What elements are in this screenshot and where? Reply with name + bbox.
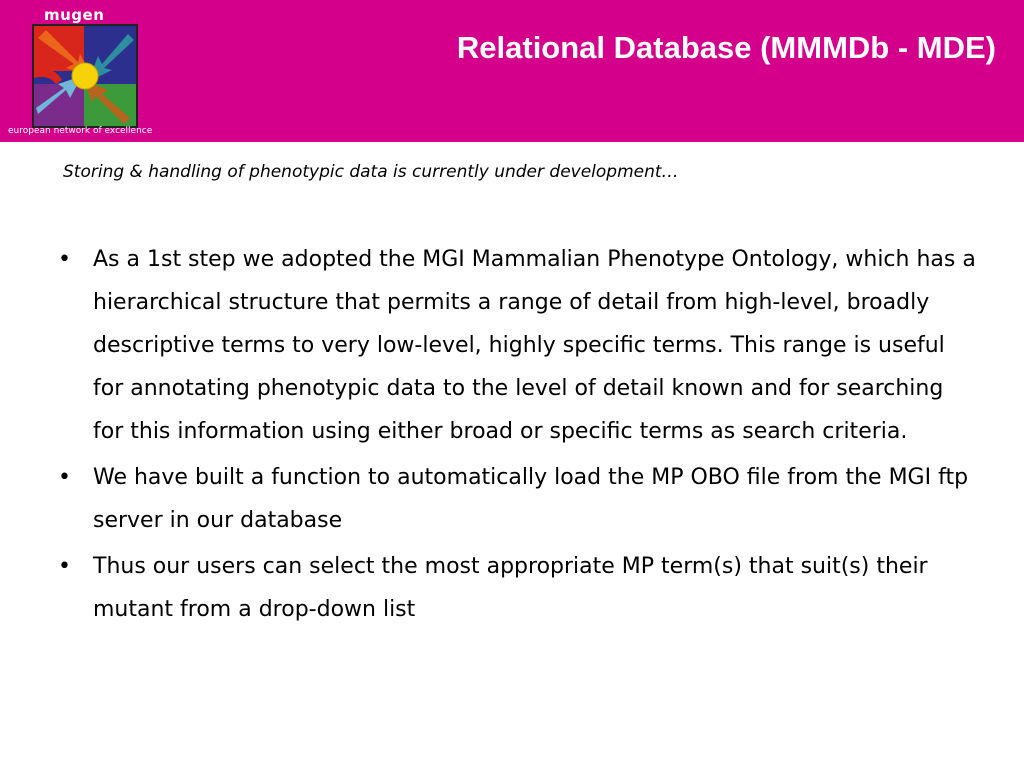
bullet-text: As a 1st step we adopted the MGI Mammalian Phenotype Ontology, which has a hierarchical structure that permits a range of detail from high-level, broadly descriptive terms to very low-level, highly specific terms. This range is useful for annotating phenotypic data to the level of detail known and for searching for this information using either broad or specific terms as search criteria.: [93, 247, 976, 444]
slide-title: Relational Database (MMMDb - MDE): [456, 30, 996, 65]
bullet-text: We have built a function to automatically load the MP OBO file from the MGI ftp server in our database: [93, 465, 969, 533]
bullet-marker: •: [58, 247, 71, 272]
bullet-marker: •: [58, 465, 71, 490]
bullet-marker: •: [58, 554, 71, 579]
bullet-item: [56, 456, 976, 542]
bullet-item: [56, 545, 976, 631]
bullet-item: [56, 238, 976, 453]
logo-sun: [72, 63, 98, 89]
logo-graphic: [32, 24, 138, 128]
slide-header: [0, 0, 1024, 142]
mugen-logo: [6, 4, 160, 138]
slide-subtitle: Storing & handling of phenotypic data is currently under development…: [63, 162, 679, 182]
bullet-list: [56, 238, 976, 634]
logo-wordmark: mugen: [44, 6, 105, 24]
logo-tagline: european network of excellence: [8, 126, 153, 136]
bullet-text: Thus our users can select the most appropriate MP term(s) that suit(s) their mutant from a drop-down list: [93, 554, 928, 622]
